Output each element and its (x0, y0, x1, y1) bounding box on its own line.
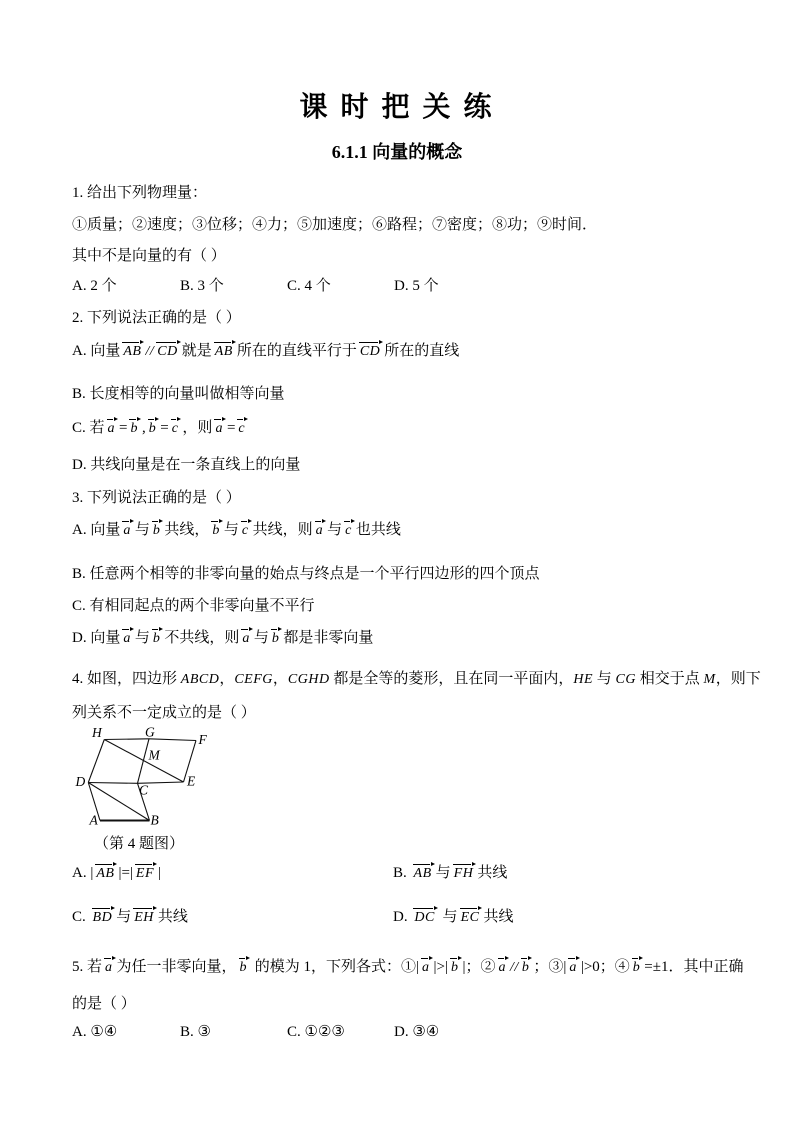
vector-symbol: b (521, 960, 530, 975)
vector-symbol: a (215, 421, 223, 436)
figure-edge-HD (88, 740, 104, 783)
figure-label-E: E (187, 773, 196, 789)
section-title: 6.1.1 向量的概念 (331, 142, 463, 162)
vector-symbol: AB (413, 866, 432, 881)
vector-symbol: c (171, 421, 179, 436)
vector-symbol: a (422, 960, 430, 975)
vector-symbol: c (345, 523, 352, 538)
figure-label-D: D (75, 774, 86, 789)
question-5-option-a: A. ①④ (72, 1024, 118, 1040)
math-italic: CEFG (234, 672, 273, 687)
question-4-option-b: B. AB 与 FH 共线 (393, 865, 508, 881)
vector-symbol: a (105, 960, 113, 975)
question-1-options (72, 278, 742, 294)
question-1-option-b: B. 3 个 (180, 278, 224, 294)
math-italic: ABCD (180, 672, 220, 687)
vector-symbol: b (239, 960, 248, 975)
question-4-figure (62, 724, 742, 834)
vector-symbol: AB (214, 344, 233, 359)
vector-symbol: c (241, 523, 249, 538)
question-1-items: ①质量；②速度；③位移；④力；⑤加速度；⑥路程；⑦密度；⑧功；⑨时间． (72, 217, 598, 233)
question-3-option-a: A. 向量 a 与 b 共线， b 与 c 共线，则 a 与 c 也共线 (72, 522, 401, 538)
question-2 (72, 310, 742, 473)
figure-edge-GF (149, 739, 196, 741)
vector-symbol: b (130, 421, 138, 436)
question-2-option-d: D. 共线向量是在一条直线上的向量 (72, 457, 301, 473)
question-3-option-c: C. 有相同起点的两个非零向量不平行 (72, 598, 315, 614)
question-5-option-d: D. ③④ (394, 1024, 440, 1040)
question-2-option-c: C. 若 a = b , b = c ，则 a = c (72, 420, 246, 436)
math-italic: CGHD (287, 672, 330, 687)
figure-edge-DC (88, 783, 137, 784)
vector-symbol: b (271, 631, 280, 646)
question-1-option-c: C. 4 个 (287, 278, 331, 294)
figure-label-M: M (148, 747, 160, 763)
vector-symbol: CD (157, 344, 178, 359)
question-3-stem: 3. 下列说法正确的是（ ） (72, 490, 241, 506)
question-3-option-b: B. 任意两个相等的非零向量的始点与终点是一个平行四边形的四个顶点 (72, 566, 540, 582)
vector-symbol: a (498, 960, 507, 975)
question-4-options-row-1 (72, 865, 742, 882)
vector-symbol: a (315, 523, 324, 538)
question-2-option-a: A. 向量 AB // CD 就是 AB 所在的直线平行于 CD 所在的直线 (72, 343, 460, 359)
vector-symbol: DC (414, 910, 435, 925)
vector-symbol: EH (134, 910, 154, 925)
question-4-options-row-2 (72, 909, 742, 926)
question-1-prompt: 其中不是向量的有（ ） (72, 248, 226, 264)
question-5-options (72, 1024, 742, 1040)
figure-label-C: C (139, 782, 149, 798)
question-4-stem-line-2: 列关系不一定成立的是（ ） (72, 705, 256, 721)
question-4-option-a: A. | AB |=| EF | (72, 865, 162, 881)
question-4-option-d: D. DC 与 EC 共线 (393, 909, 514, 925)
vector-symbol: BD (92, 910, 113, 925)
vector-symbol: b (148, 421, 157, 436)
math-italic: // (145, 344, 155, 359)
figure-caption: （第 4 题图） (94, 836, 185, 852)
figure-label-F: F (198, 732, 207, 747)
question-1-option-d: D. 5 个 (394, 278, 439, 294)
vector-symbol: b (152, 631, 161, 646)
vector-symbol: a (569, 960, 577, 975)
vector-symbol: a (123, 631, 131, 646)
question-1-option-a: A. 2 个 (72, 278, 117, 294)
vector-symbol: FH (453, 866, 474, 881)
question-2-option-b: B. 长度相等的向量叫做相等向量 (72, 386, 285, 402)
figure-label-G: G (145, 724, 155, 740)
figure-label-B: B (150, 812, 159, 828)
question-3-option-d: D. 向量 a 与 b 不共线，则 a 与 b 都是非零向量 (72, 630, 374, 646)
question-5-option-b: B. ③ (180, 1024, 211, 1040)
question-1 (72, 185, 742, 294)
vector-symbol: a (123, 523, 131, 538)
math-italic: M (703, 672, 716, 687)
math-italic: // (510, 960, 519, 975)
question-5-stem-line-2: 的是（ ） (72, 996, 136, 1012)
question-2-stem: 2. 下列说法正确的是（ ） (72, 310, 241, 326)
question-1-stem: 1. 给出下列物理量： (72, 185, 208, 201)
figure-edge-HE (104, 740, 183, 783)
question-5-stem-line-1: 5. 若 a 为任一非零向量， b 的模为 1，下列各式：①| a |>| b |；② a // b ；③| a |>0；④ b =±1．其中正确 (72, 959, 744, 975)
vector-symbol: b (212, 523, 220, 538)
math-italic: CG (615, 672, 636, 687)
question-3 (72, 490, 742, 647)
question-4 (72, 671, 761, 926)
vector-symbol: a (242, 631, 250, 646)
vector-symbol: c (238, 421, 246, 436)
vector-symbol: AB (123, 344, 142, 359)
vector-symbol: AB (96, 866, 115, 881)
figure-edge-GC (138, 739, 150, 784)
vector-symbol: CD (359, 344, 381, 359)
page-title: 课 时 把 关 练 (299, 92, 495, 123)
vector-symbol: b (152, 523, 161, 538)
math-italic: HE (573, 672, 594, 687)
question-4-option-c: C. BD 与 EH 共线 (72, 909, 188, 925)
figure-edge-HG (104, 739, 149, 740)
vector-symbol: b (632, 960, 641, 975)
question-4-stem-line-1: 4. 如图，四边形 ABCD，CEFG，CGHD 都是全等的菱形，且在同一平面内，HE 与 CG 相交于点 M，则下 (72, 671, 761, 687)
vector-symbol: a (107, 421, 116, 436)
figure-label-A: A (89, 812, 98, 828)
figure-label-H: H (92, 725, 102, 740)
vector-symbol: EF (135, 866, 155, 881)
worksheet-content (0, 185, 794, 1040)
rhombus-figure (62, 724, 232, 834)
vector-symbol: b (451, 960, 459, 975)
question-5 (72, 959, 742, 1040)
vector-symbol: EC (460, 910, 480, 925)
question-5-option-c: C. ①②③ (287, 1024, 345, 1040)
